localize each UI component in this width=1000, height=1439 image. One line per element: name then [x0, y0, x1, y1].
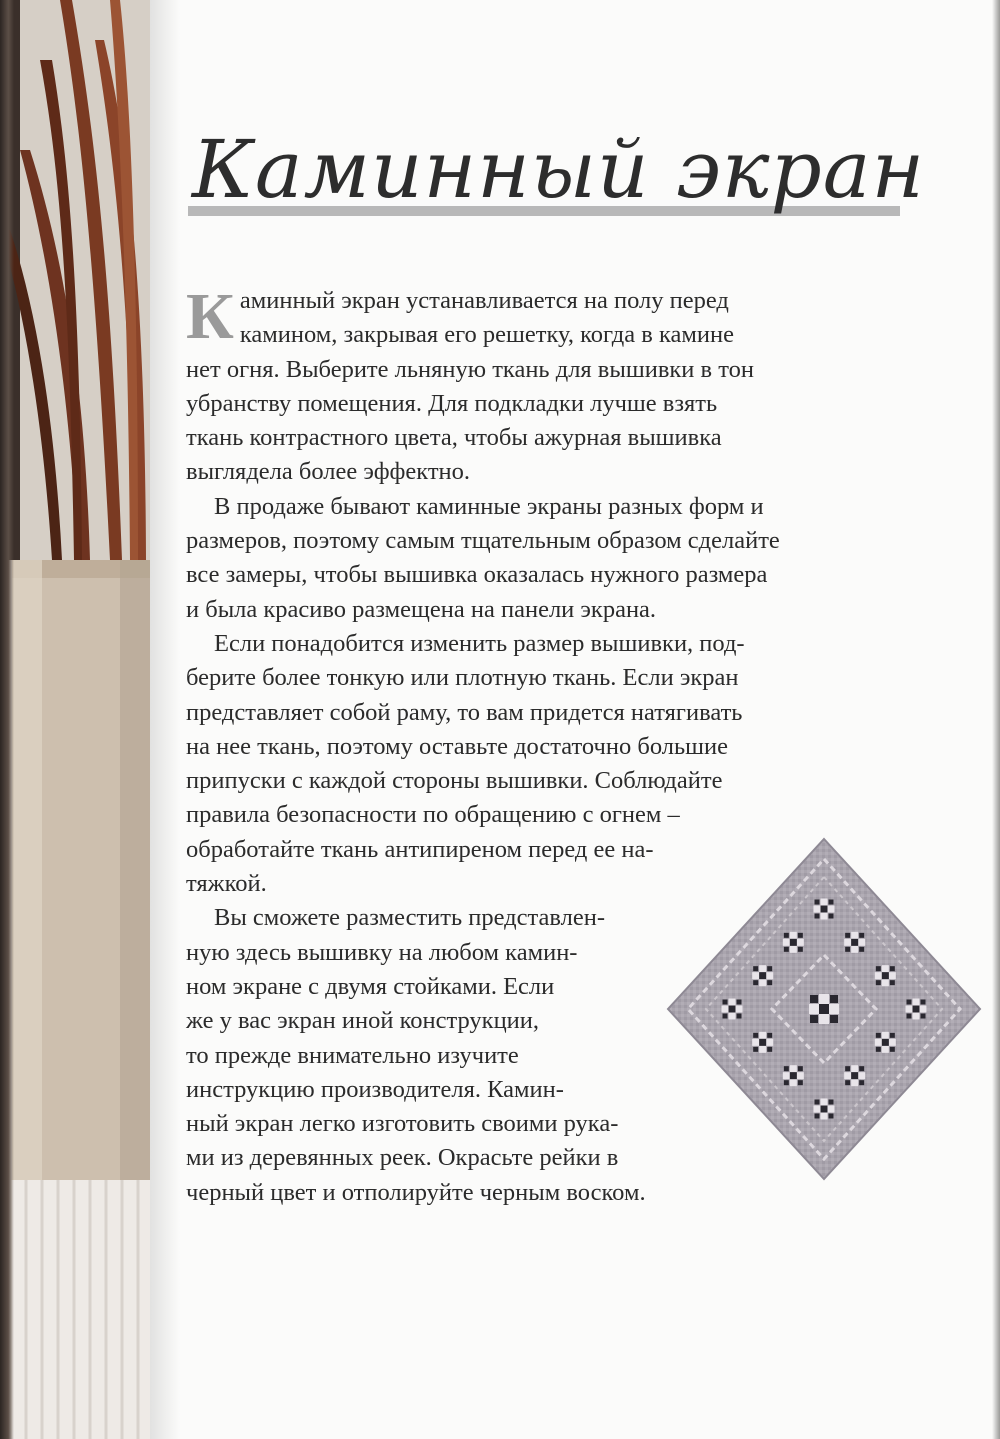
- stitch-motif: [814, 1099, 835, 1120]
- page-title: Каминный экран: [192, 123, 926, 216]
- text-line: В продаже бывают каминные экраны разных форм и: [214, 492, 764, 520]
- stitch-motif: [722, 999, 743, 1020]
- text-line: нет огня. Выберите льняную ткань для вышивки в тон: [186, 355, 754, 383]
- text-line: ном экране с двумя стойками. Если: [186, 972, 555, 1000]
- text-line: правила безопасности по обращению с огнем –: [186, 801, 680, 829]
- text-line: тяжкой.: [186, 870, 267, 898]
- text-line: инструкцию производителя. Камин-: [186, 1075, 564, 1103]
- binding-shadow: [0, 0, 14, 1439]
- text-line: Вы сможете разместить представлен-: [214, 904, 606, 932]
- decorative-photo-strip: [0, 0, 150, 1439]
- text-line: обработайте ткань антипиреном перед ее на-: [186, 835, 654, 863]
- text-line: ткань контрастного цвета, чтобы ажурная вышивка: [186, 424, 722, 452]
- stitch-motif: [875, 1032, 896, 1053]
- text-line: черный цвет и отполируйте черным воском.: [186, 1178, 646, 1206]
- stitch-motif: [752, 1032, 773, 1053]
- text-line: убранству помещения. Для подкладки лучше взять: [186, 389, 718, 417]
- vase-with-leaves-image: [0, 0, 150, 1439]
- text-line: то прежде внимательно изучите: [186, 1041, 519, 1069]
- hardanger-diamond-image: [666, 837, 982, 1181]
- text-line: ный экран легко изготовить своими рука-: [186, 1110, 619, 1138]
- paragraph-1: [186, 280, 898, 490]
- title-block: [188, 120, 926, 230]
- text-line: Если понадобится изменить размер вышивки, под-: [214, 629, 745, 657]
- stitch-motif: [844, 932, 865, 953]
- stitch-motif: [814, 899, 835, 920]
- stitch-motif: [875, 965, 896, 986]
- text-line: камином, закрывая его решетку, когда в камине: [239, 321, 734, 349]
- text-line: представляет собой раму, то вам придется натягивать: [186, 698, 743, 726]
- text-line: же у вас экран иной конструкции,: [186, 1007, 540, 1035]
- stitch-motif: [752, 965, 773, 986]
- text-line: выглядела более эффектно.: [186, 458, 471, 486]
- drop-cap: К: [186, 280, 234, 353]
- paragraph-2: [186, 490, 898, 627]
- text-line: ми из деревянных реек. Окрасьте рейки в: [186, 1144, 619, 1172]
- stitch-motif: [783, 1065, 804, 1086]
- text-line: и была красиво размещена на панели экрана.: [186, 595, 657, 623]
- text-line: все замеры, чтобы вышивка оказалась нужного размера: [186, 561, 768, 589]
- page-edge-shadow: [992, 0, 1000, 1439]
- stitch-motif: [906, 999, 927, 1020]
- text-line: ную здесь вышивку на любом камин-: [186, 938, 578, 966]
- text-line: аминный экран устанавливается на полу перед: [239, 287, 729, 314]
- text-line: размеров, поэтому самым тщательным образом сделайте: [186, 527, 780, 555]
- text-line: припуски с каждой стороны вышивки. Соблюдайте: [186, 767, 723, 795]
- stitch-motif: [783, 932, 804, 953]
- text-line: на нее ткань, поэтому оставьте достаточно большие: [186, 732, 728, 760]
- text-line: берите более тонкую или плотную ткань. Если экран: [186, 664, 739, 692]
- embroidery-photo: [666, 837, 982, 1181]
- stitch-motif: [844, 1065, 865, 1086]
- gutter-shadow: [150, 0, 180, 1439]
- stitch-motif: [809, 994, 839, 1024]
